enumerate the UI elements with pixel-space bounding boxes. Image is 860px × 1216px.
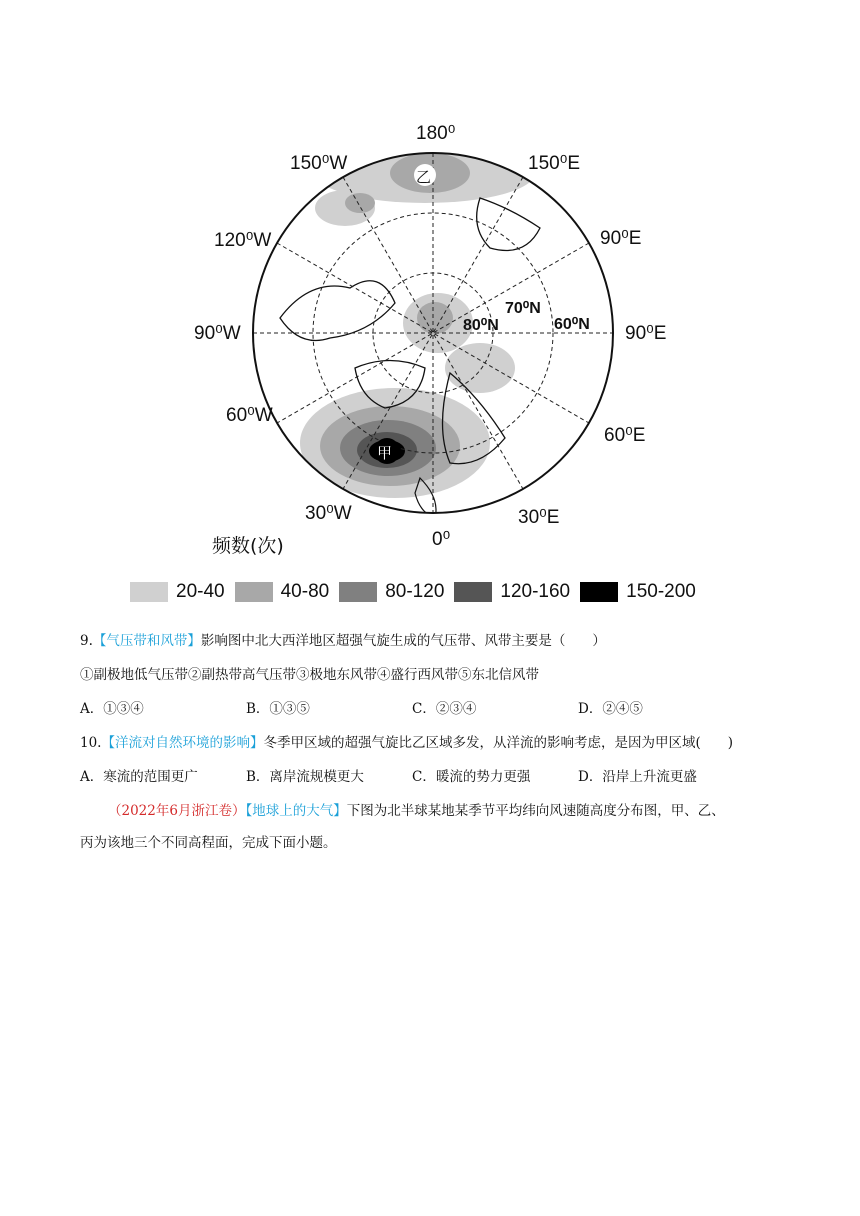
intro-paragraph-line1 — [108, 799, 725, 819]
polar-map-figure — [180, 118, 680, 558]
label-90e-top: 90⁰E — [600, 228, 642, 249]
region-jia-label: 甲 — [377, 444, 393, 462]
option-c[interactable]: C．暖流的势力更强 — [412, 769, 531, 785]
label-30w: 30⁰W — [305, 503, 352, 524]
label-60e: 60⁰E — [604, 425, 646, 446]
topic-tag: 【地球上的大气】 — [245, 803, 347, 819]
label-30e: 30⁰E — [518, 507, 560, 528]
option-b[interactable]: B．离岸流规模更大 — [246, 769, 364, 785]
question-text: 影响图中北大西洋地区超强气旋生成的气压带、风带主要是（ ） — [200, 633, 606, 649]
label-90w: 90⁰W — [194, 323, 241, 344]
label-150e: 150⁰E — [528, 153, 580, 174]
source-label: （2022年6月浙江卷） — [108, 803, 246, 819]
legend-label: 80-120 — [385, 581, 445, 602]
option-d[interactable]: D．②④⑤ — [578, 701, 643, 717]
label-60n: 60⁰N — [554, 316, 590, 333]
legend-item — [580, 581, 696, 603]
map-legend — [130, 578, 706, 606]
question-10-stem — [80, 731, 733, 751]
label-180: 180⁰ — [416, 123, 456, 144]
question-9-options — [80, 697, 643, 717]
legend-swatch — [580, 582, 618, 602]
label-150w: 150⁰W — [290, 153, 348, 174]
question-10-options — [80, 765, 697, 785]
legend-label: 120-160 — [500, 581, 571, 602]
label-120w: 120⁰W — [214, 230, 272, 251]
option-d[interactable]: D．沿岸上升流更盛 — [578, 769, 697, 785]
option-a[interactable]: A．①③④ — [80, 701, 144, 717]
legend-swatch — [235, 582, 273, 602]
option-b[interactable]: B．①③⑤ — [246, 701, 310, 717]
option-a[interactable]: A．寒流的范围更广 — [80, 769, 198, 785]
label-90e: 90⁰E — [625, 323, 667, 344]
intro-text: 下图为北半球某地某季节平均纬向风速随高度分布图，甲、乙、 — [346, 803, 725, 819]
region-yi-label: 乙 — [416, 168, 432, 186]
question-text: 冬季甲区域的超强气旋比乙区域多发，从洋流的影响考虑，是因为甲区域( ) — [263, 735, 734, 751]
legend-swatch — [339, 582, 377, 602]
intro-paragraph-line2: 丙为该地三个不同高程面，完成下面小题。 — [80, 835, 337, 851]
label-70n: 70⁰N — [505, 300, 541, 317]
question-9-stem — [80, 629, 606, 649]
question-9-items: ①副极地低气压带②副热带高气压带③极地东风带④盛行西风带⑤东北信风带 — [80, 667, 539, 683]
legend-item — [339, 581, 444, 603]
legend-item — [235, 581, 330, 603]
label-60w: 60⁰W — [226, 405, 273, 426]
frequency-title: 频数(次) — [212, 535, 284, 557]
question-number: 9. — [80, 633, 93, 649]
legend-item — [130, 581, 225, 603]
question-number: 10. — [80, 735, 102, 751]
legend-swatch — [130, 582, 168, 602]
legend-label: 150-200 — [626, 581, 696, 602]
legend-label: 40-80 — [280, 581, 330, 602]
label-0: 0⁰ — [432, 529, 451, 550]
legend-label: 20-40 — [176, 581, 225, 602]
topic-tag: 【洋流对自然环境的影响】 — [101, 735, 264, 751]
topic-tag: 【气压带和风带】 — [92, 633, 201, 649]
label-80n: 80⁰N — [463, 317, 499, 334]
option-c[interactable]: C．②③④ — [412, 701, 477, 717]
legend-swatch — [454, 582, 492, 602]
legend-item — [454, 581, 570, 603]
